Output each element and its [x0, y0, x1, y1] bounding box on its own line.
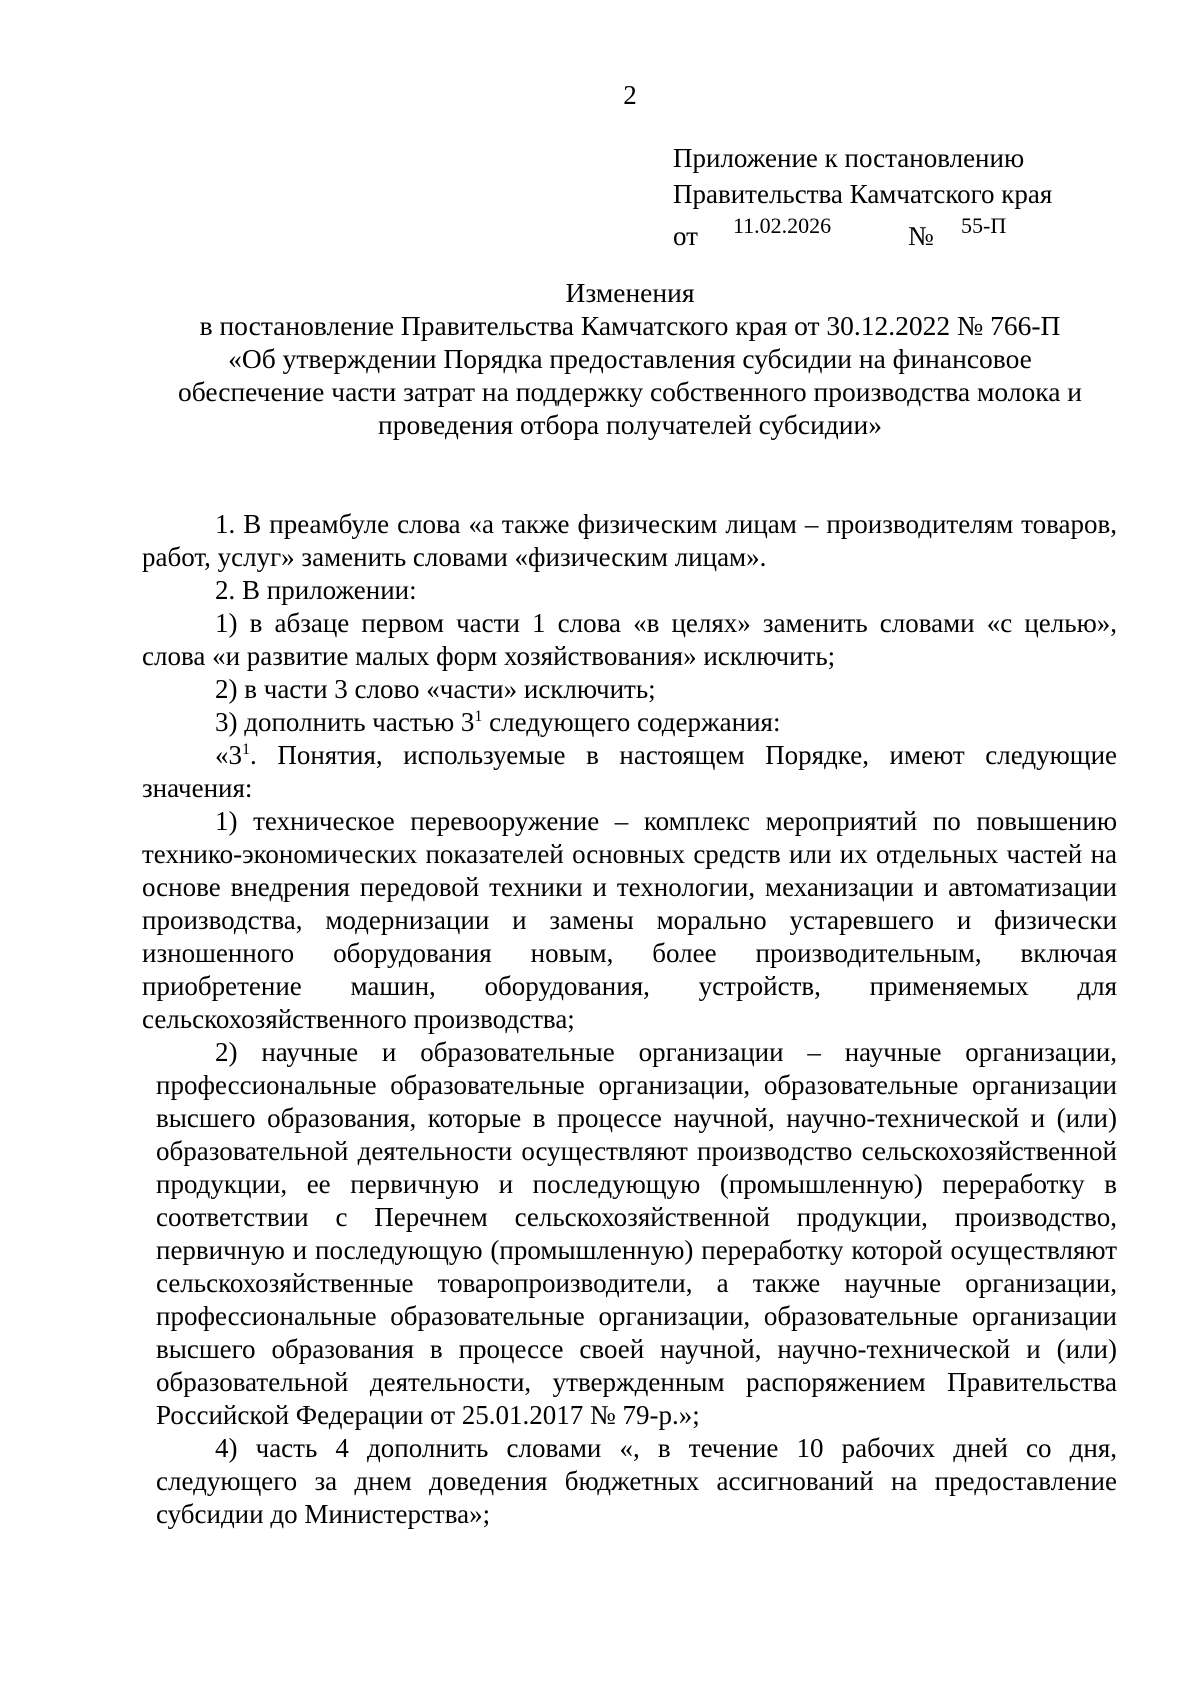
paragraph-9-continuation: следующего за днем доведения бюджетных ассигнований на предоставление субсидии до Министерства»;	[156, 1466, 1117, 1529]
paragraph-4: 2) в части 3 слово «части» исключить;	[215, 674, 656, 704]
paragraph-9-first-line: 4) часть 4 дополнить словами «, в течение 10 рабочих дней со дня,	[215, 1433, 1117, 1463]
document-title	[140, 276, 1120, 441]
paragraph-7: 1) техническое перевооружение – комплекс мероприятий по повышению технико-экономических показателей основных средств или их отдельных частей на основе внедрения передовой техники и технологии, механизации и автоматизации производства, модернизации и замены морально устаревшего и физически изношенного оборудования новым, более производительным, включая приобретение машин, оборудования, устройств, применяемых для сельскохозяйственного производства;	[142, 806, 1117, 1034]
title-line-5: проведения отбора получателей субсидии»	[378, 409, 882, 440]
title-line-4: обеспечение части затрат на поддержку собственного производства молока и	[177, 376, 1083, 407]
paragraph-6-text-b: . Понятия, используемые в настоящем Порядке, имеют следующие значения:	[142, 740, 1117, 803]
resolution-date: 11.02.2026	[733, 213, 832, 238]
paragraph-5	[142, 706, 1117, 739]
paragraph-5-text-a: 3) дополнить частью 3	[215, 707, 475, 737]
page-number: 2	[623, 80, 637, 110]
paragraph-8-continuation: профессиональные образовательные организации, образовательные организации высшего образования, которые в процессе научной, научно-технической и (или) образовательной деятельности осуществляют производство сельскохозяйственной продукции, ее первичную и последующую (промышленную) переработку в соответствии с Перечнем сельскохозяйственной продукции, производство, первичную и последующую (промышленную) переработку которой осуществляют сельскохозяйственные товаропроизводители, а также научные организации, профессиональные образовательные организации, образовательные организации высшего образования в процессе своей научной, научно-технической и (или) образовательной деятельности, утвержденным распоряжением Правительства Российской Федерации от 25.01.2017 № 79-р.»;	[156, 1070, 1117, 1430]
paragraph-5-text-b: следующего содержания:	[482, 707, 781, 737]
paragraph-2: 2. В приложении:	[215, 575, 417, 605]
annex-line-2: Правительства Камчатского края	[673, 179, 1053, 209]
number-label: №	[908, 221, 934, 251]
paragraph-6-superscript: 1	[242, 741, 250, 758]
paragraph-6-text-a: «3	[215, 740, 242, 770]
paragraph-3: 1) в абзаце первом части 1 слова «в целях» заменить словами «с целью», слова «и развитие малых форм хозяйствования» исключить;	[142, 608, 1117, 671]
paragraph-5-superscript: 1	[474, 708, 483, 725]
annex-line-1: Приложение к постановлению	[673, 143, 1025, 173]
title-line-2: в постановление Правительства Камчатского края от 30.12.2022 № 766-П	[199, 310, 1061, 341]
title-line-3: «Об утверждении Порядка предоставления субсидии на финансовое	[228, 343, 1032, 374]
paragraph-6	[142, 739, 1117, 805]
from-label: от	[673, 221, 698, 251]
annex-date-number-row	[673, 212, 1143, 250]
document-body	[142, 508, 1117, 1531]
title-line-1: Изменения	[565, 277, 695, 308]
resolution-number: 55-П	[961, 213, 1007, 238]
annex-header	[673, 140, 1143, 250]
paragraph-8-first-line: 2) научные и образовательные организации – научные организации,	[215, 1037, 1117, 1067]
paragraph-1: 1. В преамбуле слова «а также физическим лицам – производителям товаров, работ, услуг» заменить словами «физическим лицам».	[142, 509, 1117, 572]
